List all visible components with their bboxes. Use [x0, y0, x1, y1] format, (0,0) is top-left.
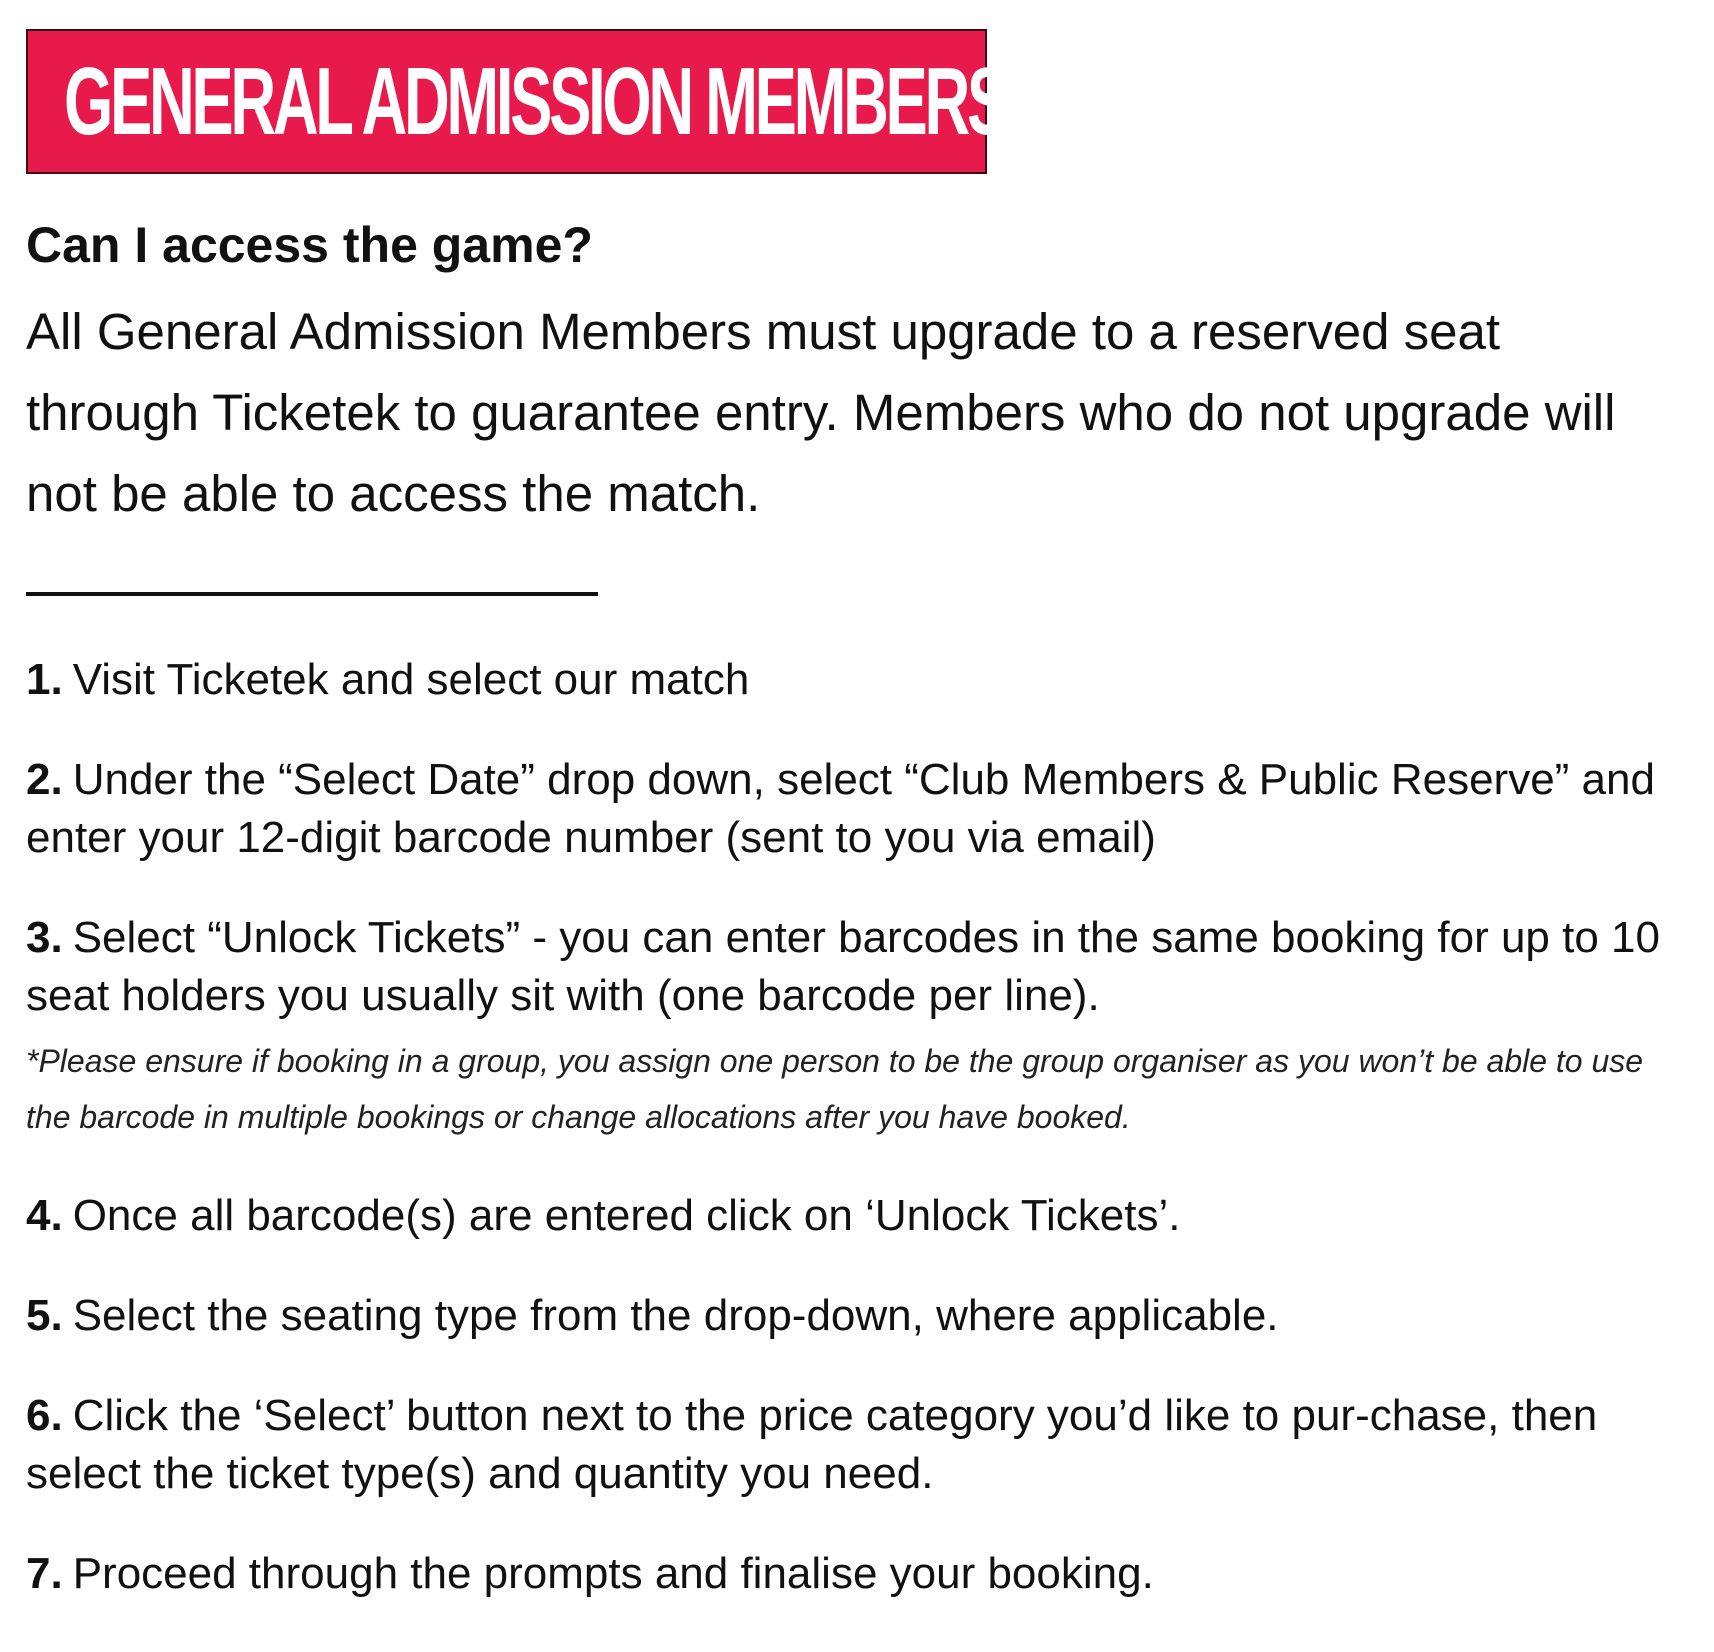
step-7: [26, 1545, 1676, 1603]
faq-answer: All General Admission Members must upgrade to a reserved seat through Ticketek to guarantee entry. Members who do not upgrade will not be able to access the match.: [26, 303, 1616, 522]
document: [26, 29, 1676, 1603]
step-text: Proceed through the prompts and finalise your booking.: [72, 1549, 1154, 1598]
step-5: [26, 1287, 1676, 1345]
step-text: Select the seating type from the drop-down, where applicable.: [72, 1291, 1279, 1340]
step-number: 1.: [26, 655, 63, 704]
step-4: [26, 1187, 1676, 1245]
banner-title: GENERAL ADMISSION MEMBERS:: [64, 47, 1024, 155]
step-6: [26, 1387, 1676, 1503]
step-text: Visit Ticketek and select our match: [72, 655, 750, 704]
step-number: 4.: [26, 1191, 63, 1240]
divider: [26, 592, 598, 596]
step-text: Select “Unlock Tickets” - you can enter barcodes in the same booking for up to 10 seat holders you usually sit with (one barcode per line).: [26, 913, 1660, 1020]
step-number: 6.: [26, 1391, 63, 1440]
step-3-note: *Please ensure if booking in a group, you assign one person to be the group organiser as you won’t be able to use the barcode in multiple bookings or change allocations after you have booked.: [26, 1043, 1644, 1135]
step-number: 2.: [26, 755, 63, 804]
faq-question: Can I access the game?: [26, 217, 593, 273]
step-text: Under the “Select Date” drop down, select “Club Members & Public Reserve” and enter your 12-digit barcode number (sent to you via email): [26, 755, 1655, 862]
step-number: 7.: [26, 1549, 63, 1598]
step-text: Once all barcode(s) are entered click on ‘Unlock Tickets’.: [72, 1191, 1181, 1240]
header-banner: [26, 29, 1024, 174]
step-number: 3.: [26, 913, 63, 962]
step-number: 5.: [26, 1291, 63, 1340]
step-2: [26, 751, 1676, 867]
steps-list: [26, 651, 1676, 1603]
step-1: [26, 651, 1676, 709]
step-3: [26, 909, 1676, 1145]
step-text: Click the ‘Select’ button next to the price category you’d like to pur-chase, then select the ticket type(s) and quantity you need.: [26, 1391, 1598, 1498]
